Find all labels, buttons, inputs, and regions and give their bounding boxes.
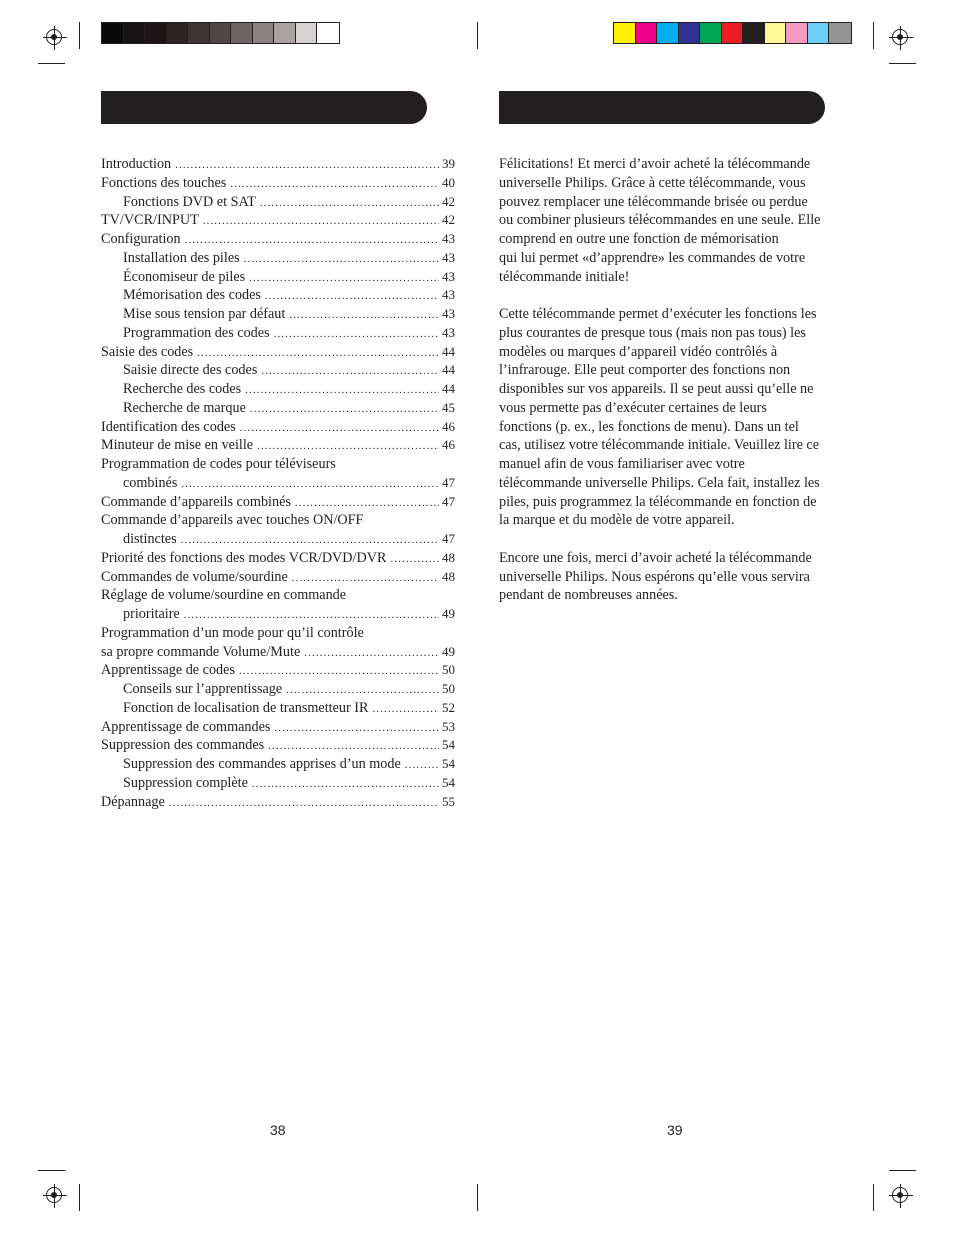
toc-entry — [101, 193, 455, 212]
intro-line: télécommande initiale! — [499, 268, 630, 285]
toc-entry-title: Dépannage — [101, 793, 165, 810]
toc-dot-leader — [181, 531, 439, 550]
toc-entry-title: Suppression des commandes — [101, 737, 265, 754]
toc-entry — [101, 268, 455, 287]
color-swatch — [296, 23, 318, 43]
toc-entry-title: Mise sous tension par défaut — [123, 306, 286, 322]
color-swatch — [679, 23, 701, 43]
intro-line: l’infrarouge. Elle peut comporter des fonctions non — [499, 362, 791, 379]
toc-entry-title: Priorité des fonctions des modes VCR/DVD/DVR — [101, 549, 387, 566]
toc-dot-leader — [185, 231, 439, 250]
toc-entry — [101, 493, 455, 512]
intro-line: Cette télécommande permet d’exécuter les fonctions les — [499, 306, 817, 322]
toc-entry — [101, 436, 455, 455]
toc-dot-leader — [239, 662, 439, 681]
crop-line — [38, 63, 65, 64]
toc-entry — [101, 511, 455, 530]
toc-entry-title: Saisie des codes — [101, 343, 194, 360]
toc-dot-leader — [230, 175, 439, 194]
toc-entry — [101, 399, 455, 418]
toc-dot-leader — [257, 437, 439, 456]
toc-dot-leader — [289, 306, 439, 325]
toc-entry-title: Identification des codes — [101, 418, 236, 435]
toc-entry — [101, 474, 455, 493]
color-swatch — [167, 23, 189, 43]
intro-line: modèles ou marques d’appareil vidéo contrôlés à — [499, 343, 778, 360]
crop-line — [477, 22, 478, 49]
toc-dot-leader — [295, 494, 439, 513]
color-swatch — [808, 23, 830, 43]
color-swatch — [188, 23, 210, 43]
crop-line — [889, 1170, 916, 1171]
toc-entry-page: 44 — [442, 362, 455, 378]
toc-dot-leader — [252, 775, 439, 794]
toc-entry-title: Réglage de volume/sourdine en commande — [101, 587, 347, 604]
crop-line — [873, 1184, 874, 1211]
toc-entry — [101, 155, 455, 174]
toc-entry — [101, 549, 455, 568]
toc-dot-leader — [249, 269, 439, 288]
toc-dot-leader — [169, 794, 439, 813]
registration-mark-top-right — [889, 26, 913, 50]
intro-line: pouvez remplacer une télécommande brisée ou perdue — [499, 193, 808, 210]
crop-line — [79, 1184, 80, 1211]
color-calibration-bar — [613, 22, 852, 44]
toc-entry-title: Commande d’appareils combinés — [101, 493, 291, 510]
toc-entry-page: 47 — [442, 474, 455, 490]
color-swatch — [317, 23, 339, 43]
toc-entry-title: combinés — [123, 474, 178, 491]
toc-entry-page: 40 — [442, 174, 455, 190]
toc-entry — [101, 774, 455, 793]
toc-entry — [101, 718, 455, 737]
toc-entry — [101, 793, 455, 812]
toc-dot-leader — [304, 644, 439, 663]
color-swatch — [124, 23, 146, 43]
toc-entry-title: Commande d’appareils avec touches ON/OFF — [101, 512, 364, 529]
toc-dot-leader — [286, 681, 439, 700]
toc-entry-page: 53 — [442, 718, 455, 734]
toc-entry-page: 43 — [442, 249, 455, 265]
toc-entry-title: Configuration — [101, 231, 181, 247]
toc-dot-leader — [244, 250, 439, 269]
toc-dot-leader — [274, 325, 439, 344]
toc-entry-title: sa propre commande Volume/Mute — [101, 643, 301, 660]
toc-entry-page: 43 — [442, 268, 455, 284]
toc-entry — [101, 455, 455, 474]
toc-entry — [101, 624, 455, 643]
toc-entry-page: 43 — [442, 287, 455, 303]
toc-dot-leader — [181, 475, 439, 494]
toc-entry — [101, 305, 455, 324]
toc-entry-title: Minuteur de mise en veille — [101, 437, 254, 454]
color-swatch — [253, 23, 275, 43]
toc-entry-title: Mémorisation des codes — [123, 287, 261, 304]
toc-entry-page: 47 — [442, 531, 455, 546]
toc-entry-page: 42 — [442, 193, 455, 209]
toc-entry-page: 43 — [442, 324, 455, 340]
color-swatch — [765, 23, 787, 43]
page-number-left: 38 — [270, 1122, 286, 1138]
toc-dot-leader — [405, 756, 439, 775]
toc-entry — [101, 699, 455, 718]
intro-line: qui lui permet «d’apprendre» les commandes de votre — [499, 249, 806, 266]
toc-dot-leader — [184, 606, 439, 625]
toc-entry-page: 46 — [442, 418, 455, 434]
color-swatch — [231, 23, 253, 43]
toc-entry-page: 44 — [442, 381, 455, 396]
color-swatch — [145, 23, 167, 43]
toc-dot-leader — [250, 400, 439, 419]
toc-entry-page: 52 — [442, 699, 455, 715]
crop-line — [873, 22, 874, 49]
toc-entry-title: Apprentissage de codes — [101, 662, 235, 679]
toc-entry-title: Programmation d’un mode pour qu’il contrôle — [101, 624, 364, 641]
toc-entry-page: 42 — [442, 212, 455, 228]
toc-entry — [101, 418, 455, 437]
toc-entry — [101, 286, 455, 305]
toc-entry-page: 55 — [442, 793, 455, 809]
crop-line — [79, 22, 80, 49]
intro-line: piles, puis programmez la télécommande en fonction de — [499, 493, 817, 510]
registration-mark-bottom-left — [43, 1184, 67, 1208]
intro-line: ou combiner plusieurs télécommandes en une seule. Elle — [499, 212, 821, 229]
intro-line: disponibles sur vos appareils. Il se peut aussi qu’elle ne — [499, 381, 814, 397]
toc-entry-title: Fonctions DVD et SAT — [123, 193, 256, 210]
color-swatch — [274, 23, 296, 43]
toc-entry-title: Programmation des codes — [123, 324, 270, 341]
toc-entry — [101, 661, 455, 680]
toc-entry-page: 45 — [442, 399, 455, 415]
toc-entry — [101, 324, 455, 343]
toc-entry-page: 48 — [442, 568, 455, 584]
toc-entry-page: 39 — [442, 156, 455, 171]
intro-line: pendant de nombreuses années. — [499, 587, 678, 604]
toc-entry-title: Programmation de codes pour téléviseurs — [101, 456, 336, 472]
color-swatch — [786, 23, 808, 43]
toc-dot-leader — [390, 550, 439, 569]
toc-entry — [101, 361, 455, 380]
left-page-header-bar — [101, 91, 427, 124]
intro-line: télécommande universelle Philips. Cela fait, installez les — [499, 474, 820, 491]
intro-paragraph — [499, 549, 853, 605]
right-page-header-bar — [499, 91, 825, 124]
intro-paragraph — [499, 305, 853, 530]
table-of-contents — [101, 155, 455, 811]
intro-line: manuel afin de vous familiariser avec votre — [499, 456, 745, 472]
toc-entry-title: Recherche des codes — [123, 381, 242, 397]
intro-paragraph — [499, 155, 853, 286]
toc-entry — [101, 530, 455, 549]
color-swatch — [829, 23, 851, 43]
crop-line — [889, 63, 916, 64]
toc-dot-leader — [265, 287, 439, 306]
intro-line: vous permette pas d’exécuter certaines de leurs — [499, 399, 767, 416]
intro-line: fonctions (p. ex., les fonctions de menu). Dans un tel — [499, 418, 799, 435]
toc-entry-page: 43 — [442, 231, 455, 246]
toc-entry-title: Apprentissage de commandes — [101, 718, 271, 735]
color-swatch — [700, 23, 722, 43]
page-number-right: 39 — [667, 1122, 683, 1138]
toc-entry-title: Commandes de volume/sourdine — [101, 568, 288, 585]
toc-entry-title: Conseils sur l’apprentissage — [123, 681, 283, 697]
toc-entry — [101, 230, 455, 249]
toc-entry-title: distinctes — [123, 531, 177, 547]
toc-dot-leader — [197, 344, 439, 363]
intro-line: la marque et du modèle de votre appareil. — [499, 512, 735, 529]
intro-line: Félicitations! Et merci d’avoir acheté la télécommande — [499, 156, 811, 172]
introduction-text — [499, 155, 853, 624]
toc-entry-page: 50 — [442, 662, 455, 678]
toc-entry-title: Fonctions des touches — [101, 174, 227, 191]
grayscale-calibration-bar — [101, 22, 340, 44]
color-swatch — [743, 23, 765, 43]
toc-entry — [101, 380, 455, 399]
toc-entry-title: Installation des piles — [123, 249, 240, 266]
toc-dot-leader — [261, 362, 439, 381]
intro-line: universelle Philips. Grâce à cette télécommande, vous — [499, 174, 806, 191]
toc-entry-title: Introduction — [101, 156, 172, 172]
toc-entry-page: 54 — [442, 774, 455, 790]
toc-dot-leader — [268, 737, 439, 756]
toc-entry — [101, 249, 455, 268]
intro-line: universelle Philips. Nous espérons qu’elle vous servira — [499, 568, 810, 585]
toc-entry-title: Suppression complète — [123, 774, 248, 791]
toc-entry-title: TV/VCR/INPUT — [101, 212, 199, 229]
toc-entry — [101, 755, 455, 774]
toc-dot-leader — [372, 700, 439, 719]
toc-entry-page: 54 — [442, 756, 455, 771]
toc-entry — [101, 174, 455, 193]
intro-line: plus courantes de presque tous (mais non pas tous) les — [499, 324, 806, 341]
toc-entry-title: Suppression des commandes apprises d’un mode — [123, 756, 401, 772]
crop-line — [477, 1184, 478, 1211]
toc-entry-page: 49 — [442, 606, 455, 621]
toc-entry — [101, 568, 455, 587]
toc-dot-leader — [240, 419, 439, 438]
toc-entry — [101, 643, 455, 662]
intro-line: cas, utilisez votre télécommande initiale. Veuillez lire ce — [499, 437, 820, 454]
color-swatch — [722, 23, 744, 43]
color-swatch — [657, 23, 679, 43]
toc-entry-page: 48 — [442, 549, 455, 565]
color-swatch — [210, 23, 232, 43]
toc-entry-title: Économiseur de piles — [123, 268, 246, 285]
toc-entry-page: 43 — [442, 306, 455, 321]
color-swatch — [614, 23, 636, 43]
toc-entry-title: Fonction de localisation de transmetteur IR — [123, 699, 369, 716]
toc-dot-leader — [274, 719, 439, 738]
registration-mark-bottom-right — [889, 1184, 913, 1208]
toc-entry — [101, 736, 455, 755]
color-swatch — [636, 23, 658, 43]
toc-dot-leader — [203, 212, 439, 231]
toc-entry-page: 54 — [442, 737, 455, 753]
toc-dot-leader — [245, 381, 439, 400]
toc-entry — [101, 211, 455, 230]
toc-entry-page: 44 — [442, 343, 455, 359]
toc-entry — [101, 680, 455, 699]
crop-line — [38, 1170, 65, 1171]
toc-entry-page: 49 — [442, 643, 455, 659]
toc-dot-leader — [260, 194, 439, 213]
toc-entry-title: prioritaire — [123, 606, 180, 622]
toc-entry — [101, 586, 455, 605]
color-swatch — [102, 23, 124, 43]
toc-entry-page: 46 — [442, 437, 455, 453]
toc-entry — [101, 343, 455, 362]
registration-mark-top-left — [43, 26, 67, 50]
toc-dot-leader — [292, 569, 439, 588]
toc-entry-page: 50 — [442, 681, 455, 696]
toc-entry-title: Recherche de marque — [123, 399, 246, 416]
intro-line: Encore une fois, merci d’avoir acheté la télécommande — [499, 549, 812, 566]
toc-entry — [101, 605, 455, 624]
toc-dot-leader — [175, 156, 439, 175]
intro-line: comprend en outre une fonction de mémorisation — [499, 231, 779, 247]
toc-entry-title: Saisie directe des codes — [123, 362, 258, 379]
toc-entry-page: 47 — [442, 493, 455, 509]
